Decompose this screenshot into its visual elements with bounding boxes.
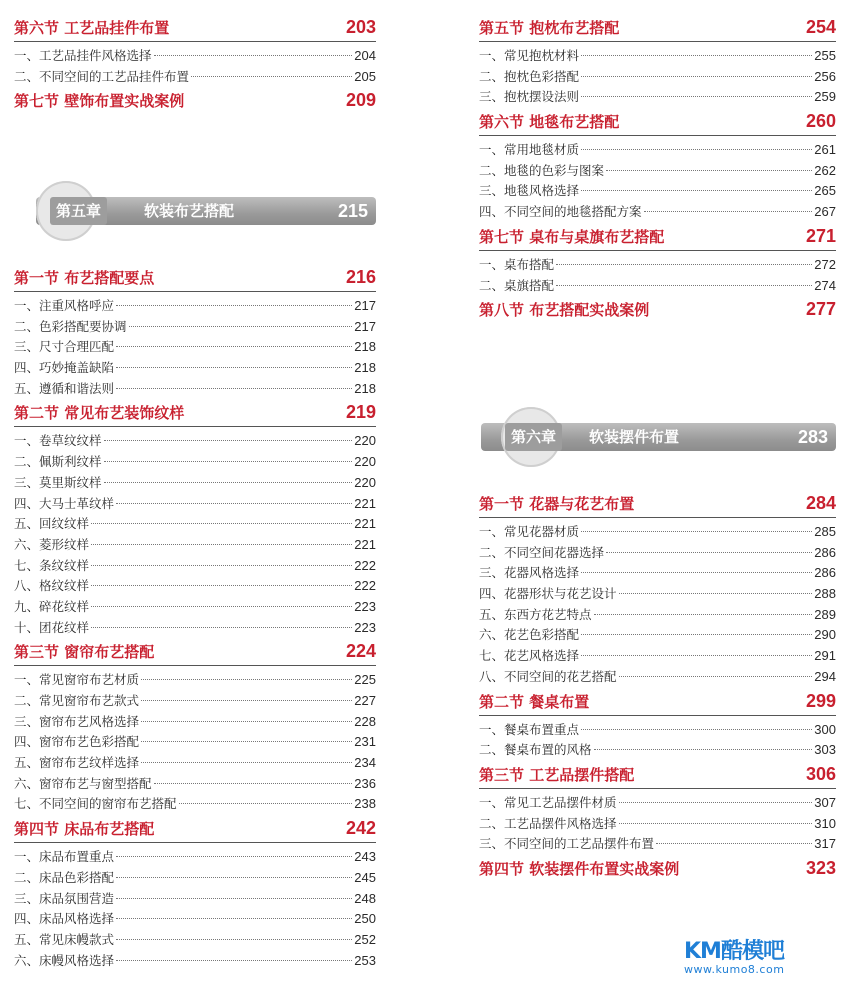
dot-leader — [556, 264, 812, 265]
chapter-header[interactable] — [481, 407, 836, 467]
entry-title: 七、条纹纹样 — [14, 557, 90, 573]
entry-page: 248 — [354, 890, 376, 906]
entry-title: 六、菱形纹样 — [14, 536, 90, 552]
entry-title: 一、桌布搭配 — [479, 256, 555, 272]
toc-entry[interactable] — [479, 793, 836, 814]
entry-title: 四、窗帘布艺色彩搭配 — [14, 734, 140, 750]
entry-page: 265 — [814, 183, 836, 199]
section-title: 第二节 餐桌布置 — [479, 692, 590, 711]
dot-leader — [581, 572, 812, 573]
dot-leader — [606, 552, 812, 553]
dot-leader — [116, 346, 352, 347]
section-page: 323 — [805, 857, 836, 878]
section-page: 277 — [805, 299, 836, 320]
entry-title: 二、地毯的色彩与图案 — [479, 162, 605, 178]
toc-entry[interactable] — [14, 794, 376, 815]
toc-section — [479, 298, 836, 328]
watermark-logo: KM酷模吧 — [684, 939, 784, 964]
section-title: 第六节 地毯布艺搭配 — [479, 113, 620, 132]
toc-entry[interactable] — [479, 563, 836, 584]
entry-title: 十、团花纹样 — [14, 619, 90, 635]
section-heading[interactable] — [14, 640, 376, 662]
entry-page: 310 — [814, 815, 836, 831]
dot-leader — [116, 918, 352, 919]
dot-leader — [116, 388, 352, 389]
dot-leader — [91, 565, 352, 566]
entry-title: 一、常用地毯材质 — [479, 142, 580, 158]
toc-entry[interactable] — [14, 473, 376, 494]
section-title: 第六节 工艺品挂件布置 — [14, 19, 170, 37]
section-page: 260 — [805, 111, 836, 132]
entry-page: 290 — [814, 627, 836, 643]
section-list — [14, 16, 376, 119]
toc-entry[interactable] — [479, 67, 836, 88]
toc-entry[interactable] — [479, 740, 836, 761]
entry-title: 三、莫里斯纹样 — [14, 474, 102, 490]
entry-page: 291 — [814, 648, 836, 664]
entry-title: 一、常见花器材质 — [479, 524, 580, 539]
entry-page: 294 — [814, 668, 836, 684]
toc-entry[interactable] — [14, 930, 376, 951]
entry-title: 五、窗帘布艺纹样选择 — [14, 755, 140, 771]
dot-leader — [581, 96, 812, 97]
entry-page: 317 — [814, 836, 836, 852]
toc-section — [14, 266, 376, 399]
dot-leader — [141, 762, 352, 763]
entry-title: 二、桌旗搭配 — [479, 277, 555, 293]
dot-leader — [179, 803, 353, 804]
section-list — [479, 492, 836, 887]
entry-page: 253 — [354, 952, 376, 968]
entry-title: 一、床品布置重点 — [14, 849, 115, 865]
entry-page: 222 — [354, 557, 376, 573]
section-title: 第七节 桌布与桌旗布艺搭配 — [479, 227, 665, 246]
entry-page: 231 — [354, 734, 376, 750]
dot-leader — [594, 749, 813, 750]
entry-page: 218 — [354, 339, 376, 355]
entry-page: 204 — [354, 48, 376, 63]
dot-leader — [116, 305, 352, 306]
entry-page: 274 — [814, 277, 836, 293]
entry-page: 234 — [354, 755, 376, 771]
toc-entry[interactable] — [14, 452, 376, 473]
section-page: 216 — [345, 267, 376, 287]
section-heading[interactable] — [14, 266, 376, 288]
dot-leader — [91, 627, 352, 628]
toc-entry[interactable] — [479, 834, 836, 855]
chapter-page: 283 — [797, 427, 828, 447]
toc-entry[interactable] — [14, 576, 376, 597]
entry-title: 四、花器形状与花艺设计 — [479, 586, 617, 602]
toc-entry[interactable] — [479, 625, 836, 646]
section-rule — [479, 715, 836, 716]
section-title: 第三节 窗帘布艺搭配 — [14, 643, 155, 662]
entry-page: 267 — [814, 204, 836, 220]
entry-page: 218 — [354, 360, 376, 376]
section-rule — [14, 842, 376, 843]
entry-title: 一、常见工艺品摆件材质 — [479, 794, 617, 810]
entry-title: 二、餐桌布置的风格 — [479, 742, 592, 758]
entry-title: 五、东西方花艺特点 — [479, 606, 592, 622]
entry-title: 五、遵循和谐法则 — [14, 380, 115, 396]
toc-entry[interactable] — [14, 691, 376, 712]
toc-entry[interactable] — [14, 951, 376, 972]
entry-page: 245 — [354, 869, 376, 885]
entry-title: 二、床品色彩搭配 — [14, 869, 115, 885]
toc-entry[interactable] — [479, 87, 836, 108]
entry-title: 三、不同空间的工艺品摆件布置 — [479, 836, 655, 852]
section-page: 271 — [805, 225, 836, 246]
section-rule — [479, 41, 836, 42]
toc-entry[interactable] — [14, 889, 376, 910]
dot-leader — [129, 326, 353, 327]
dot-leader — [116, 877, 352, 878]
entry-title: 四、床品风格选择 — [14, 911, 115, 927]
toc-entry[interactable] — [479, 161, 836, 182]
dot-leader — [141, 700, 352, 701]
toc-entry[interactable] — [14, 296, 376, 317]
section-page: 203 — [345, 17, 376, 37]
entry-page: 218 — [354, 380, 376, 396]
toc-section — [14, 89, 376, 119]
entry-title: 七、不同空间的窗帘布艺搭配 — [14, 796, 177, 812]
entry-title: 二、常见窗帘布艺款式 — [14, 693, 140, 708]
dot-leader — [581, 55, 812, 56]
toc-entry[interactable] — [14, 67, 376, 88]
toc-entry[interactable] — [14, 670, 376, 691]
toc-entry[interactable] — [14, 618, 376, 639]
toc-entry[interactable] — [479, 46, 836, 67]
dot-leader — [581, 634, 812, 635]
entry-title: 二、抱枕色彩搭配 — [479, 68, 580, 84]
section-heading[interactable] — [14, 817, 376, 839]
entry-page: 223 — [354, 598, 376, 614]
entry-title: 二、佩斯利纹样 — [14, 454, 102, 470]
section-page: 242 — [345, 818, 376, 839]
section-rule — [14, 41, 376, 42]
dot-leader — [581, 531, 812, 532]
section-rule — [479, 788, 836, 789]
toc-entry[interactable] — [14, 494, 376, 515]
toc-entry[interactable] — [14, 317, 376, 338]
dot-leader — [556, 285, 812, 286]
section-page: 224 — [345, 641, 376, 662]
entry-title: 六、窗帘布艺与窗型搭配 — [14, 775, 152, 791]
toc-entry[interactable] — [479, 814, 836, 835]
entry-title: 三、床品氛围营造 — [14, 890, 115, 906]
chapter-title: 软装布艺搭配 — [144, 202, 235, 220]
section-title: 第八节 布艺搭配实战案例 — [479, 301, 650, 320]
toc-entry[interactable] — [14, 337, 376, 358]
entry-page: 288 — [814, 586, 836, 602]
entry-page: 221 — [354, 516, 376, 532]
entry-title: 四、巧妙掩盖缺陷 — [14, 360, 115, 376]
dot-leader — [154, 55, 353, 56]
toc-section — [14, 401, 376, 638]
toc-entry[interactable] — [479, 646, 836, 667]
entry-page: 250 — [354, 911, 376, 927]
dot-leader — [116, 898, 352, 899]
dot-leader — [104, 482, 353, 483]
entry-page: 307 — [814, 794, 836, 810]
section-page: 209 — [345, 90, 376, 111]
toc-section — [14, 817, 376, 971]
entry-page: 221 — [354, 536, 376, 552]
entry-page: 217 — [354, 318, 376, 334]
section-list — [14, 266, 376, 973]
section-heading[interactable] — [14, 16, 376, 38]
section-heading[interactable] — [14, 89, 376, 111]
entry-page: 220 — [354, 433, 376, 449]
dot-leader — [619, 802, 813, 803]
entry-title: 一、卷草纹纹样 — [14, 433, 102, 449]
entry-page: 225 — [354, 672, 376, 688]
toc-section — [479, 225, 836, 296]
chapter-header[interactable] — [36, 181, 376, 241]
entry-page: 227 — [354, 693, 376, 708]
entry-page: 223 — [354, 619, 376, 635]
entry-page: 256 — [814, 68, 836, 84]
entry-page: 205 — [354, 68, 376, 84]
toc-entry[interactable] — [14, 753, 376, 774]
chapter-title: 软装摆件布置 — [589, 428, 680, 446]
toc-entry[interactable] — [14, 379, 376, 400]
entry-title: 五、回纹纹样 — [14, 516, 90, 532]
entry-title: 一、注重风格呼应 — [14, 298, 115, 313]
section-heading[interactable] — [479, 110, 836, 132]
toc-entry[interactable] — [479, 140, 836, 161]
entry-title: 三、窗帘布艺风格选择 — [14, 713, 140, 729]
dot-leader — [581, 190, 812, 191]
toc-entry[interactable] — [14, 431, 376, 452]
toc-entry[interactable] — [479, 522, 836, 543]
entry-title: 二、工艺品摆件风格选择 — [479, 815, 617, 831]
dot-leader — [581, 729, 812, 730]
section-rule — [479, 135, 836, 136]
entry-title: 二、不同空间的工艺品挂件布置 — [14, 68, 190, 84]
section-list — [479, 16, 836, 328]
entry-page: 228 — [354, 713, 376, 729]
toc-entry[interactable] — [14, 909, 376, 930]
dot-leader — [606, 170, 812, 171]
entry-title: 六、花艺色彩搭配 — [479, 627, 580, 643]
section-title: 第四节 床品布艺搭配 — [14, 820, 155, 839]
dot-leader — [191, 76, 352, 77]
entry-page: 303 — [814, 742, 836, 758]
section-heading[interactable] — [479, 763, 836, 785]
section-title: 第四节 软装摆件布置实战案例 — [479, 859, 680, 878]
entry-page: 289 — [814, 606, 836, 622]
entry-page: 262 — [814, 162, 836, 178]
toc-section — [479, 690, 836, 761]
dot-leader — [619, 593, 813, 594]
entry-title: 一、常见窗帘布艺材质 — [14, 672, 140, 688]
section-title: 第二节 常见布艺装饰纹样 — [14, 404, 185, 423]
toc-entry[interactable] — [479, 720, 836, 741]
section-page: 219 — [345, 402, 376, 423]
section-heading[interactable] — [479, 857, 836, 879]
dot-leader — [104, 440, 353, 441]
toc-entry[interactable] — [14, 514, 376, 535]
entry-title: 六、床幔风格选择 — [14, 952, 115, 968]
section-heading[interactable] — [479, 16, 836, 38]
toc-entry[interactable] — [479, 202, 836, 223]
section-rule — [14, 426, 376, 427]
dot-leader — [91, 523, 352, 524]
section-title: 第五节 抱枕布艺搭配 — [479, 19, 620, 37]
dot-leader — [141, 679, 352, 680]
section-heading[interactable] — [479, 690, 836, 712]
entry-title: 二、不同空间花器选择 — [479, 544, 605, 560]
dot-leader — [581, 655, 812, 656]
dot-leader — [154, 783, 353, 784]
dot-leader — [116, 856, 352, 857]
dot-leader — [619, 676, 813, 677]
dot-leader — [91, 585, 352, 586]
toc-entry[interactable] — [14, 774, 376, 795]
toc-entry[interactable] — [479, 543, 836, 564]
section-rule — [479, 250, 836, 251]
entry-title: 一、工艺品挂件风格选择 — [14, 48, 152, 63]
dot-leader — [116, 960, 352, 961]
dot-leader — [116, 503, 352, 504]
dot-leader — [581, 76, 812, 77]
toc-entry[interactable] — [479, 255, 836, 276]
entry-page: 236 — [354, 775, 376, 791]
entry-page: 222 — [354, 578, 376, 594]
toc-section — [479, 492, 836, 688]
section-page: 254 — [805, 17, 836, 37]
toc-section — [479, 110, 836, 223]
dot-leader — [141, 721, 352, 722]
section-page: 284 — [805, 493, 836, 513]
section-title: 第三节 工艺品摆件搭配 — [479, 765, 635, 784]
chapter-page: 215 — [337, 201, 368, 221]
dot-leader — [644, 211, 813, 212]
toc-entry[interactable] — [479, 276, 836, 297]
entry-title: 二、色彩搭配要协调 — [14, 318, 127, 334]
toc-entry[interactable] — [479, 181, 836, 202]
entry-page: 243 — [354, 849, 376, 865]
toc-entry[interactable] — [14, 732, 376, 753]
toc-entry[interactable] — [479, 605, 836, 626]
watermark-url: www.kumo8.com — [684, 963, 785, 976]
entry-title: 一、餐桌布置重点 — [479, 721, 580, 737]
entry-page: 286 — [814, 565, 836, 581]
dot-leader — [656, 843, 812, 844]
section-title: 第一节 布艺搭配要点 — [14, 269, 155, 287]
dot-leader — [104, 461, 353, 462]
section-rule — [14, 665, 376, 666]
toc-entry[interactable] — [14, 556, 376, 577]
dot-leader — [581, 149, 812, 150]
toc-entry[interactable] — [479, 667, 836, 688]
dot-leader — [91, 544, 352, 545]
toc-entry[interactable] — [14, 597, 376, 618]
toc-entry[interactable] — [14, 712, 376, 733]
entry-title: 三、地毯风格选择 — [479, 183, 580, 199]
section-heading[interactable] — [479, 492, 836, 514]
chapter-label: 第六章 — [505, 423, 562, 451]
entry-title: 一、常见抱枕材料 — [479, 48, 580, 63]
entry-page: 221 — [354, 495, 376, 511]
entry-title: 五、常见床幔款式 — [14, 931, 115, 947]
entry-title: 八、不同空间的花艺搭配 — [479, 668, 617, 684]
section-title: 第七节 壁饰布置实战案例 — [14, 92, 185, 111]
toc-entry[interactable] — [14, 868, 376, 889]
toc-entry[interactable] — [14, 847, 376, 868]
toc-entry[interactable] — [479, 584, 836, 605]
entry-page: 259 — [814, 89, 836, 105]
entry-page: 238 — [354, 796, 376, 812]
entry-page: 286 — [814, 544, 836, 560]
entry-title: 三、尺寸合理匹配 — [14, 339, 115, 355]
entry-page: 217 — [354, 298, 376, 313]
entry-title: 四、不同空间的地毯搭配方案 — [479, 204, 642, 220]
dot-leader — [116, 367, 352, 368]
entry-title: 三、花器风格选择 — [479, 565, 580, 581]
entry-title: 三、抱枕摆设法则 — [479, 89, 580, 105]
entry-title: 七、花艺风格选择 — [479, 648, 580, 664]
toc-section — [14, 16, 376, 87]
section-rule — [479, 517, 836, 518]
toc-section — [14, 640, 376, 815]
entry-title: 四、大马士革纹样 — [14, 495, 115, 511]
section-page: 306 — [805, 763, 836, 784]
section-heading[interactable] — [479, 298, 836, 320]
dot-leader — [116, 939, 352, 940]
toc-section — [479, 857, 836, 887]
entry-page: 261 — [814, 142, 836, 158]
entry-page: 272 — [814, 256, 836, 272]
entry-page: 252 — [354, 931, 376, 947]
section-rule — [14, 291, 376, 292]
dot-leader — [141, 741, 352, 742]
dot-leader — [91, 606, 352, 607]
toc-entry[interactable] — [14, 46, 376, 67]
entry-title: 九、碎花纹样 — [14, 598, 90, 614]
section-heading[interactable] — [14, 401, 376, 423]
toc-entry[interactable] — [14, 358, 376, 379]
entry-page: 285 — [814, 524, 836, 539]
entry-page: 220 — [354, 474, 376, 490]
entry-page: 255 — [814, 48, 836, 63]
entry-page: 300 — [814, 721, 836, 737]
section-title: 第一节 花器与花艺布置 — [479, 495, 635, 513]
toc-section — [479, 16, 836, 108]
section-heading[interactable] — [479, 225, 836, 247]
entry-title: 八、格纹纹样 — [14, 578, 90, 594]
dot-leader — [619, 823, 813, 824]
dot-leader — [594, 614, 813, 615]
entry-page: 220 — [354, 454, 376, 470]
toc-section — [479, 763, 836, 855]
section-page: 299 — [805, 690, 836, 711]
chapter-label: 第五章 — [50, 197, 107, 225]
toc-entry[interactable] — [14, 535, 376, 556]
watermark — [684, 934, 804, 976]
